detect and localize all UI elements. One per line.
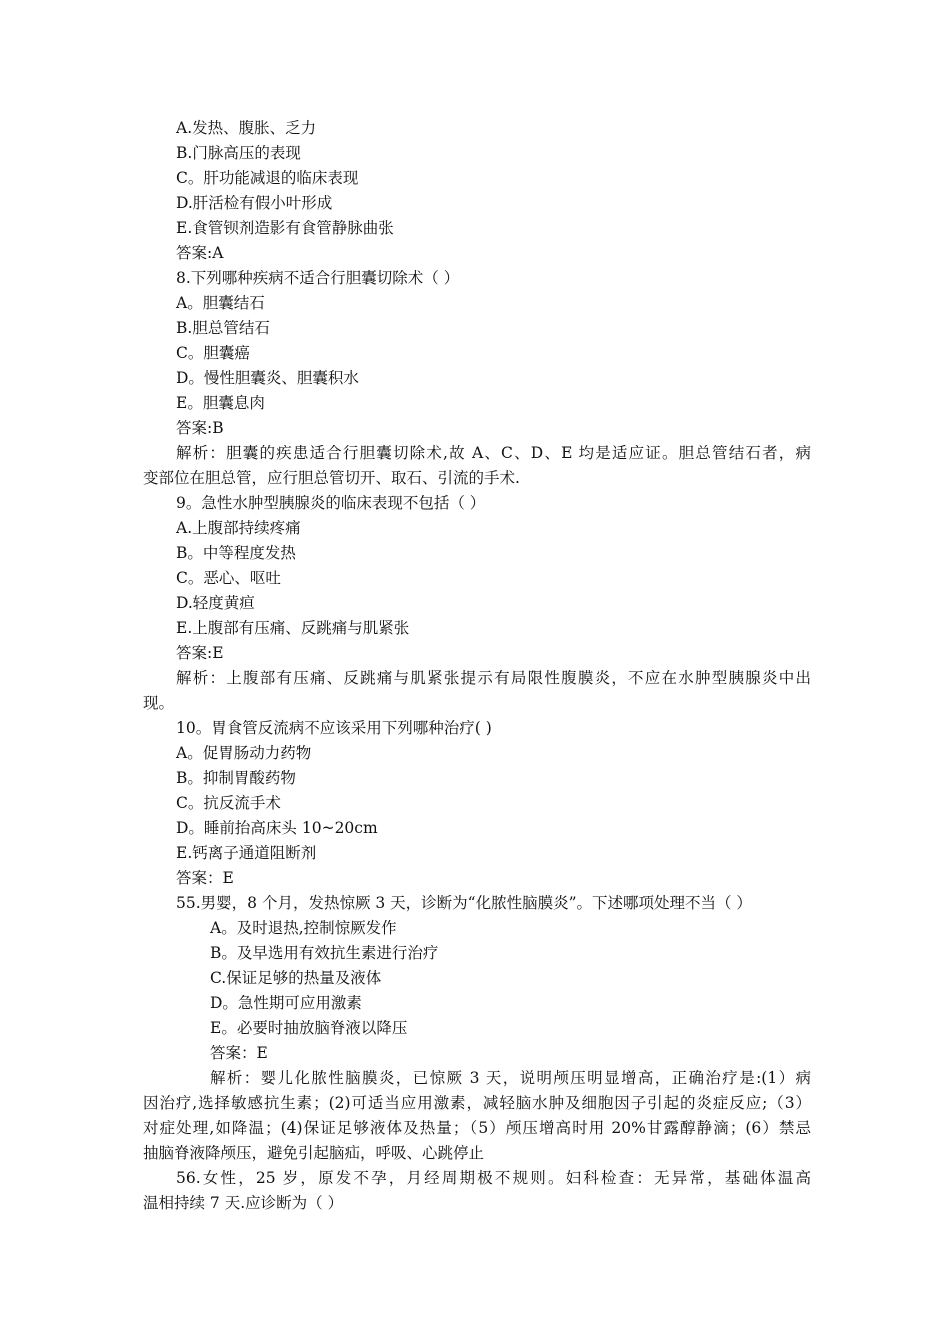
answer-8: 答案:B	[176, 419, 224, 437]
explanation-9-line1: 解析：上腹部有压痛、反跳痛与肌紧张提示有局限性腹膜炎，不应在水肿型胰腺炎中出	[176, 669, 811, 687]
explanation-55-line2: 因治疗,选择敏感抗生素；(2)可适当应用激素，减轻脑水肿及细胞因子引起的炎症反应;（3）	[143, 1094, 811, 1112]
option-10d: D。睡前抬高床头 10~20cm	[176, 819, 378, 837]
option-9b: B。中等程度发热	[176, 544, 296, 562]
option-9c: C。恶心、呕吐	[176, 569, 281, 587]
question-10: 10。胃食管反流病不应该采用下列哪种治疗( )	[176, 719, 492, 737]
option-8c: C。胆囊癌	[176, 344, 250, 362]
option-7c: C。肝功能减退的临床表现	[176, 169, 359, 187]
option-9e: E.上腹部有压痛、反跳痛与肌紧张	[176, 619, 410, 637]
answer-55: 答案：E	[210, 1044, 268, 1062]
option-7b: B.门脉高压的表现	[176, 144, 301, 162]
option-10a: A。促胃肠动力药物	[176, 744, 312, 762]
question-8: 8.下列哪种疾病不适合行胆囊切除术（ ）	[176, 269, 460, 287]
explanation-8-line1: 解析：胆囊的疾患适合行胆囊切除术,故 A、C、D、E 均是适应证。胆总管结石者，病	[176, 444, 811, 462]
answer-9: 答案:E	[176, 644, 224, 662]
question-56-line1: 56.女性，25 岁，原发不孕，月经周期极不规则。妇科检查：无异常，基础体温高	[176, 1169, 811, 1187]
option-7a: A.发热、腹胀、乏力	[176, 119, 317, 137]
option-10c: C。抗反流手术	[176, 794, 281, 812]
answer-7: 答案:A	[176, 244, 224, 262]
option-55c: C.保证足够的热量及液体	[210, 969, 382, 987]
question-9: 9。急性水肿型胰腺炎的临床表现不包括（ ）	[176, 494, 486, 512]
option-10b: B。抑制胃酸药物	[176, 769, 296, 787]
option-9a: A.上腹部持续疼痛	[176, 519, 301, 537]
option-55b: B。及早选用有效抗生素进行治疗	[210, 944, 439, 962]
explanation-55-line4: 抽脑脊液降颅压，避免引起脑疝，呼吸、心跳停止	[143, 1144, 485, 1162]
option-7d: D.肝活检有假小叶形成	[176, 194, 333, 212]
question-56-line2: 温相持续 7 天.应诊断为（ ）	[143, 1194, 344, 1212]
explanation-9-line2: 现。	[143, 694, 175, 712]
option-8e: E。胆囊息肉	[176, 394, 265, 412]
option-55e: E。必要时抽放脑脊液以降压	[210, 1019, 408, 1037]
explanation-55-line3: 对症处理,如降温；(4)保证足够液体及热量；（5）颅压增高时用 20%甘露醇静滴；(6）禁忌	[143, 1119, 811, 1137]
option-8a: A。胆囊结石	[176, 294, 265, 312]
answer-10: 答案：E	[176, 869, 234, 887]
option-7e: E.食管钡剂造影有食管静脉曲张	[176, 219, 394, 237]
option-10e: E.钙离子通道阻断剂	[176, 844, 317, 862]
option-8b: B.胆总管结石	[176, 319, 270, 337]
explanation-55-line1: 解析：婴儿化脓性脑膜炎，已惊厥 3 天，说明颅压明显增高，正确治疗是:(1）病	[210, 1069, 811, 1087]
question-55: 55.男婴，8 个月，发热惊厥 3 天，诊断为“化脓性脑膜炎”。下述哪项处理不当（ ）	[176, 894, 752, 912]
option-9d: D.轻度黄疸	[176, 594, 255, 612]
option-55a: A。及时退热,控制惊厥发作	[210, 919, 397, 937]
option-8d: D。慢性胆囊炎、胆囊积水	[176, 369, 359, 387]
option-55d: D。急性期可应用激素	[210, 994, 362, 1012]
explanation-8-line2: 变部位在胆总管，应行胆总管切开、取石、引流的手术.	[143, 469, 520, 487]
